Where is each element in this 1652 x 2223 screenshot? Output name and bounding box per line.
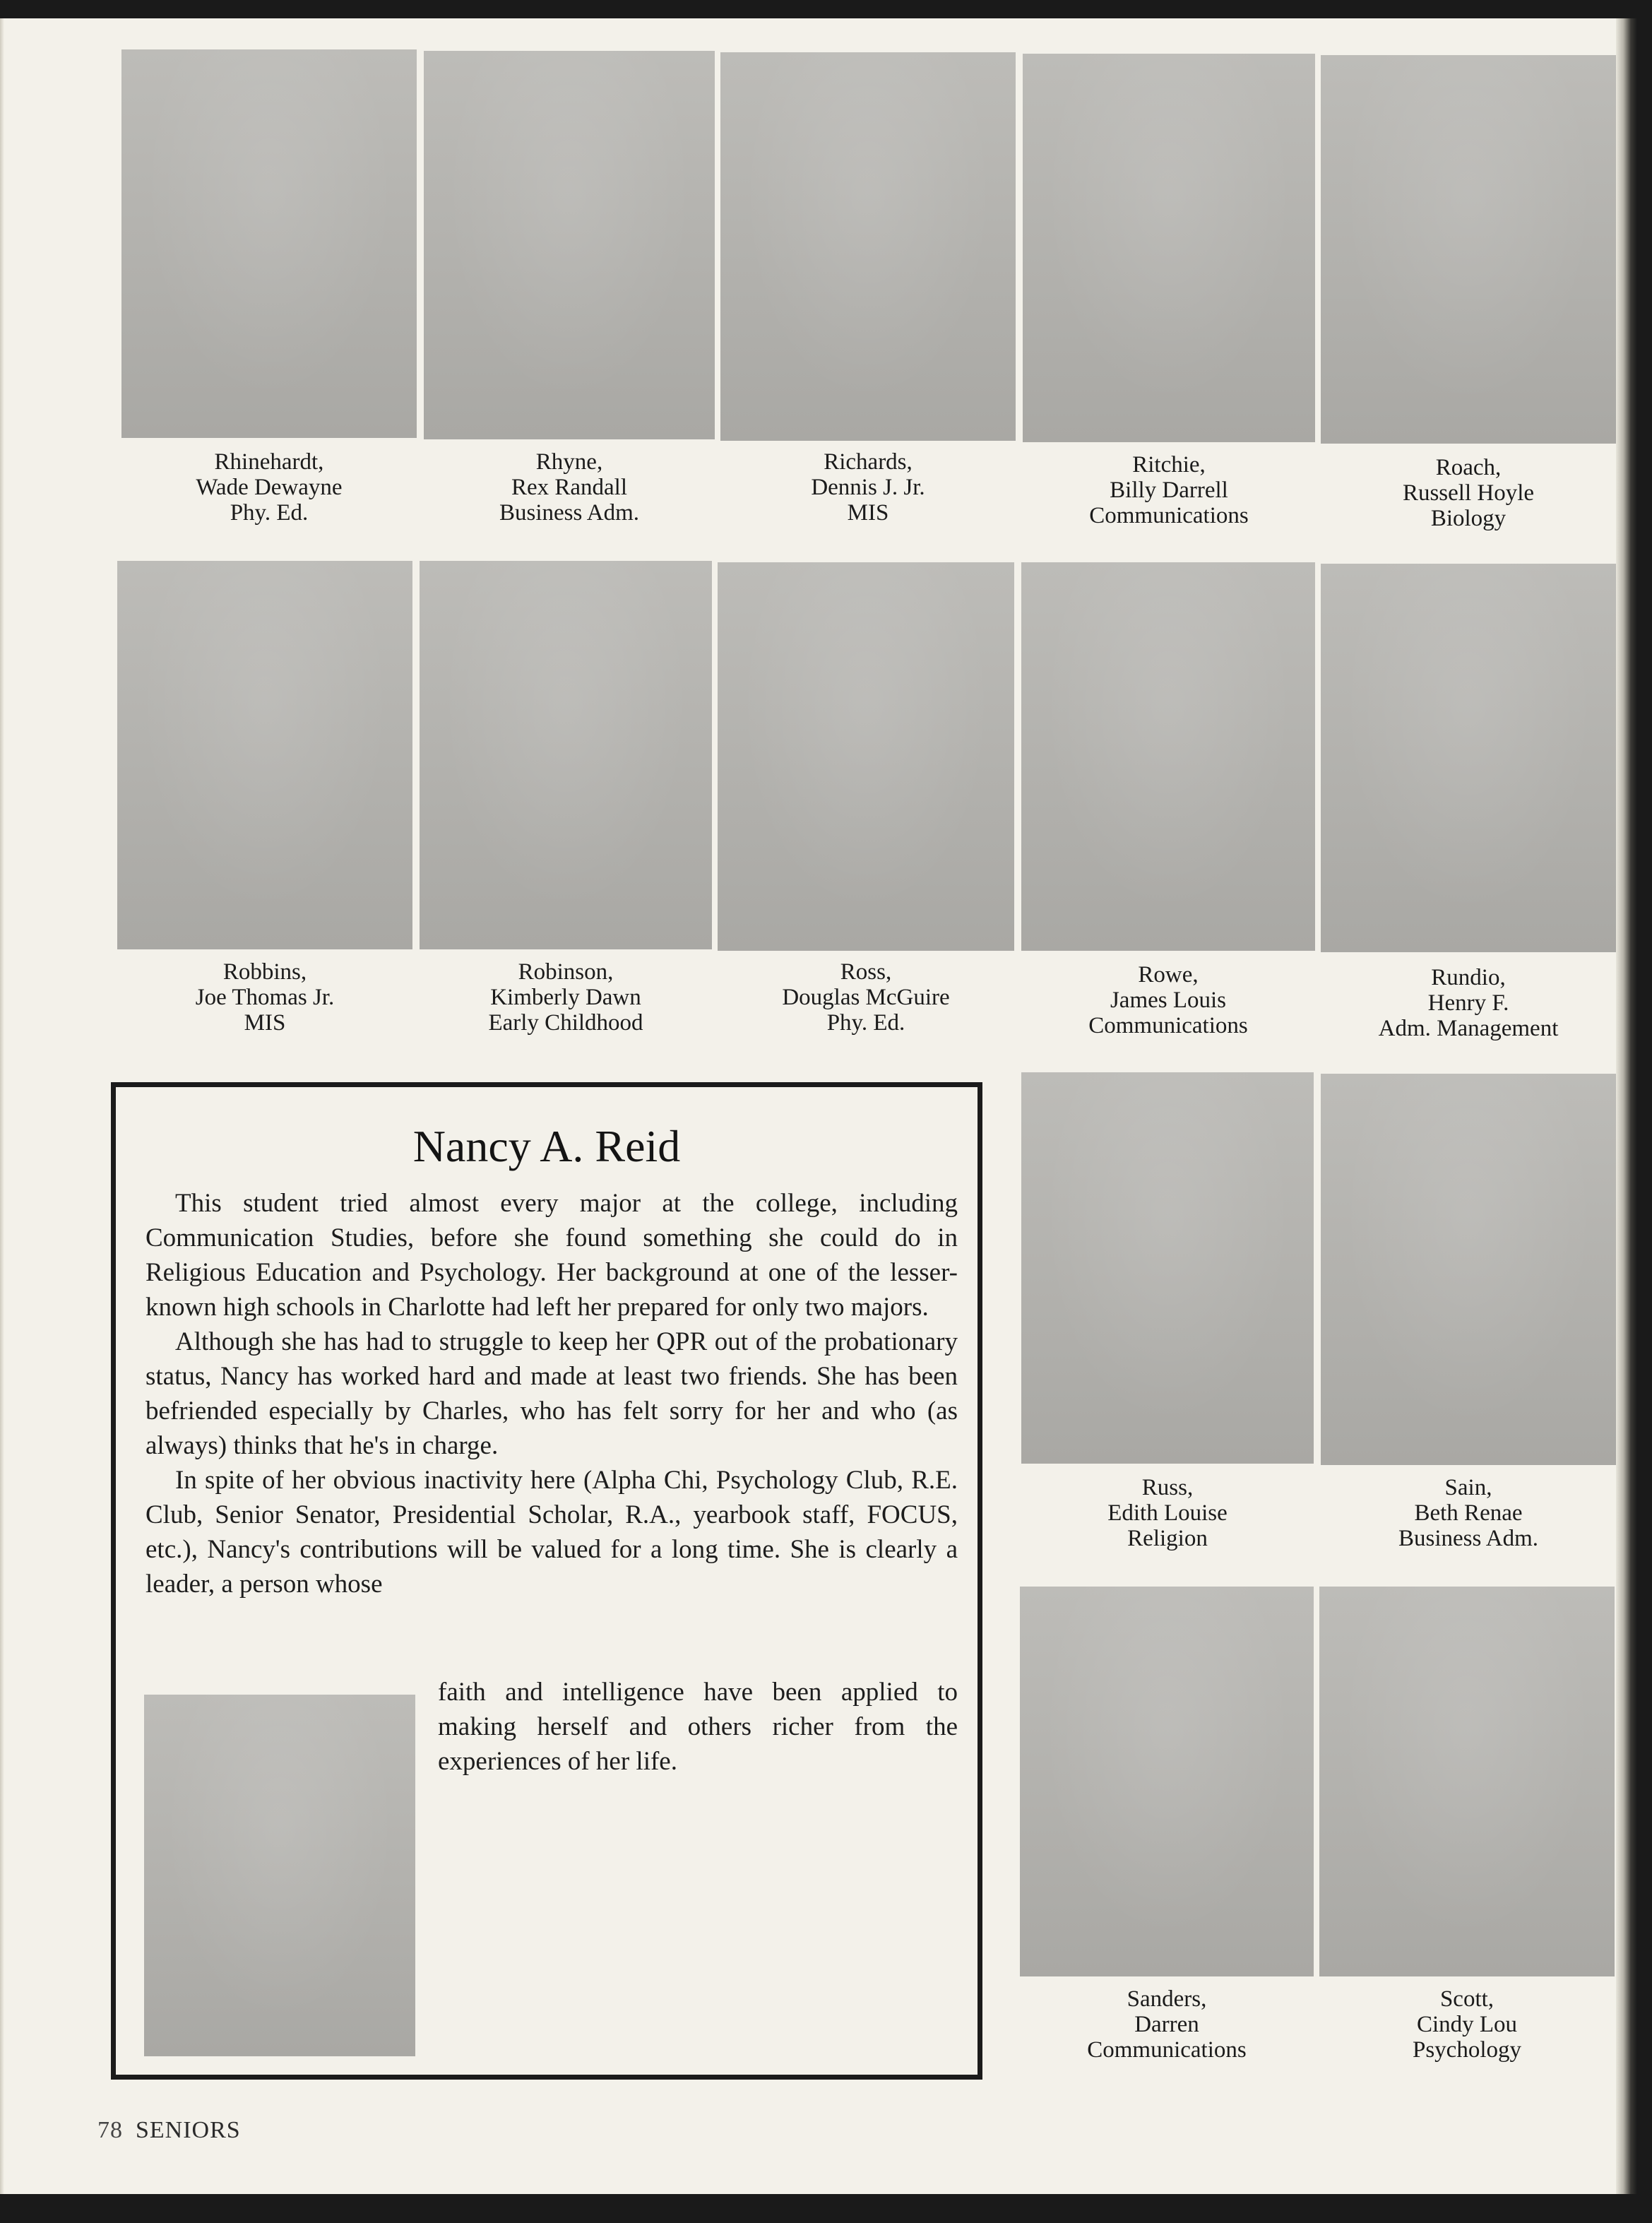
senior-portrait [1020,1587,1314,1976]
senior-major: MIS [244,1010,286,1036]
senior-portrait [1321,564,1616,952]
senior-given-name: Kimberly Dawn [490,985,641,1010]
senior-portrait [420,561,712,949]
senior-major: Phy. Ed. [826,1010,905,1036]
page-number: 78 [97,2117,123,2143]
feature-body [145,1186,958,1601]
senior-given-name: Douglas McGuire [782,985,950,1010]
feature-paragraph: This student tried almost every major at the college, including Communication Studies, before she found something she could do in Religious Education and Psychology. Her background at one of the lesser-known high schools in Charlotte had left her prepared for only two majors. [145,1189,958,1322]
senior-caption [1307,965,1630,1041]
senior-given-name: Joe Thomas Jr. [195,985,335,1010]
senior-surname: Sanders, [1127,1986,1207,2012]
senior-major: Business Adm. [1398,1526,1539,1551]
senior-given-name: Henry F. [1427,990,1509,1016]
senior-major: Communications [1087,2037,1247,2063]
book-spine [1616,18,1637,2194]
senior-caption [720,449,1016,526]
feature-body-continued [438,1675,958,1779]
senior-caption [718,959,1014,1036]
senior-major: Phy. Ed. [230,500,309,526]
senior-portrait [1021,562,1315,951]
senior-surname: Rowe, [1138,962,1199,988]
senior-caption [1321,455,1616,531]
senior-portrait [720,52,1016,441]
senior-major: Biology [1430,506,1507,531]
senior-surname: Sain, [1444,1475,1492,1500]
senior-caption [420,959,712,1036]
senior-portrait [1023,54,1315,442]
senior-given-name: Wade Dewayne [196,475,343,500]
feature-paragraph: faith and intelligence have been applied to making herself and others richer from the experiences of her life. [438,1678,958,1776]
senior-given-name: James Louis [1110,988,1227,1013]
senior-major: Adm. Management [1378,1016,1559,1041]
feature-paragraph: Although she has had to struggle to keep her QPR out of the probationary status, Nancy has worked hard and made at least two friends. She has been befriended especially by Charles, who has felt sorry for her and who (as always) thinks that he's in charge. [145,1327,958,1460]
feature-box [111,1082,982,2080]
senior-surname: Ross, [840,959,892,985]
senior-surname: Richards, [824,449,913,475]
senior-major: Early Childhood [488,1010,643,1036]
senior-portrait [1021,1072,1314,1464]
senior-surname: Robinson, [518,959,614,985]
feature-title: Nancy A. Reid [412,1121,681,1171]
senior-major: Psychology [1412,2037,1521,2063]
senior-surname: Scott, [1439,1986,1494,2012]
senior-caption [1321,1475,1616,1551]
section-label: SENIORS [136,2117,241,2143]
senior-given-name: Dennis J. Jr. [811,475,925,500]
senior-caption [424,449,715,526]
senior-surname: Robbins, [222,959,307,985]
senior-surname: Rhinehardt, [214,449,324,475]
senior-portrait [1321,1074,1616,1465]
senior-caption [121,449,417,526]
senior-caption [1319,1986,1615,2063]
senior-portrait [718,562,1014,951]
senior-surname: Ritchie, [1132,452,1206,478]
senior-given-name: Rex Randall [511,475,628,500]
senior-caption [1021,1475,1314,1551]
senior-caption [1020,1986,1314,2063]
senior-given-name: Russell Hoyle [1402,480,1535,506]
senior-major: Communications [1088,1013,1248,1038]
senior-major: MIS [847,500,889,526]
senior-surname: Rundio, [1431,965,1506,990]
feature-portrait [144,1695,415,2056]
senior-surname: Roach, [1435,455,1502,480]
senior-caption [1021,962,1315,1038]
yearbook-page [0,18,1637,2194]
senior-surname: Rhyne, [535,449,603,475]
senior-given-name: Billy Darrell [1110,478,1228,503]
senior-given-name: Beth Renae [1414,1500,1523,1526]
senior-surname: Russ, [1141,1475,1194,1500]
senior-caption [1023,452,1315,528]
page-edge [0,18,4,2194]
senior-given-name: Cindy Lou [1416,2012,1518,2037]
senior-portrait [121,49,417,438]
senior-major: Business Adm. [499,500,640,526]
senior-major: Communications [1089,503,1249,528]
feature-paragraph: In spite of her obvious inactivity here (Alpha Chi, Psychology Club, R.E. Club, Senior Senator, Presidential Scholar, R.A., yearbook staff, FOCUS, etc.), Nancy's contributions will be valued for a long time. She is clearly a leader, a person whose [145,1466,958,1599]
senior-portrait [117,561,412,949]
senior-portrait [1321,55,1616,444]
senior-given-name: Darren [1134,2012,1199,2037]
senior-given-name: Edith Louise [1107,1500,1228,1526]
senior-caption [117,959,412,1036]
senior-portrait [1319,1587,1615,1976]
senior-portrait [424,51,715,439]
page-folio [97,2116,241,2145]
senior-major: Religion [1127,1526,1208,1551]
